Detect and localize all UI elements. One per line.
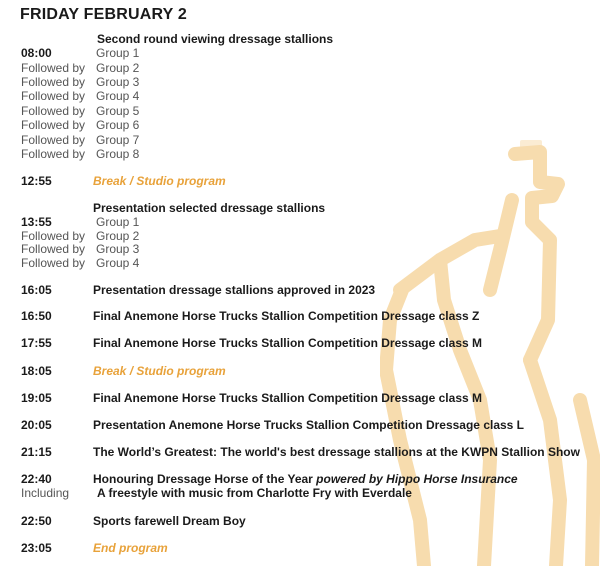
followed-by-label: Followed by: [21, 118, 86, 132]
followed-by-label: Followed by: [21, 61, 86, 75]
group-label: Group 6: [96, 118, 140, 132]
event-label: [93, 472, 518, 486]
break-label: Break / Studio program: [93, 174, 226, 188]
event-heading: Presentation selected dressage stallions: [93, 201, 326, 215]
event-label: The World’s Greatest: The world's best dressage stallions at the KWPN Stallion Show: [93, 445, 580, 459]
event-label: Presentation Anemone Horse Trucks Stallion Competition Dressage class L: [93, 418, 525, 432]
followed-by-label: Followed by: [21, 104, 86, 118]
followed-by-label: Followed by: [21, 229, 86, 243]
group-label: Group 3: [96, 75, 140, 89]
event-time: 16:50: [21, 309, 52, 323]
break-label: Break / Studio program: [93, 364, 226, 378]
sponsor-label: powered by Hippo Horse Insurance: [316, 472, 518, 486]
group-label: Group 1: [96, 215, 140, 229]
event-heading: Second round viewing dressage stallions: [97, 32, 334, 46]
event-label: Final Anemone Horse Trucks Stallion Competition Dressage class Z: [93, 309, 480, 323]
followed-by-label: Followed by: [21, 133, 86, 147]
event-time: 22:40: [21, 472, 52, 486]
group-label: Group 3: [96, 242, 140, 256]
event-label: Final Anemone Horse Trucks Stallion Competition Dressage class M: [93, 336, 482, 350]
group-label: Group 4: [96, 89, 140, 103]
group-label: Group 2: [96, 229, 140, 243]
event-time: 23:05: [21, 541, 52, 555]
event-time: 16:05: [21, 283, 52, 297]
including-label: Including: [21, 486, 70, 500]
event-time: 22:50: [21, 514, 52, 528]
event-time: 19:05: [21, 391, 52, 405]
end-label: End program: [93, 541, 168, 555]
event-time: 17:55: [21, 336, 52, 350]
event-time: 21:15: [21, 445, 52, 459]
followed-by-label: Followed by: [21, 242, 86, 256]
page-title: FRIDAY FEBRUARY 2: [20, 6, 187, 23]
event-time: 20:05: [21, 418, 52, 432]
group-label: Group 4: [96, 256, 140, 270]
honour-label: Honouring Dressage Horse of the Year: [93, 472, 317, 486]
event-label: Presentation dressage stallions approved in 2023: [93, 283, 376, 297]
group-label: Group 1: [96, 46, 140, 60]
group-label: Group 2: [96, 61, 140, 75]
followed-by-label: Followed by: [21, 256, 86, 270]
event-time: 12:55: [21, 174, 52, 188]
group-label: Group 5: [96, 104, 140, 118]
event-time: 08:00: [21, 46, 52, 60]
event-label: A freestyle with music from Charlotte Fry with Everdale: [97, 486, 412, 500]
event-time: 18:05: [21, 364, 52, 378]
followed-by-label: Followed by: [21, 75, 86, 89]
event-label: Sports farewell Dream Boy: [93, 514, 246, 528]
followed-by-label: Followed by: [21, 89, 86, 103]
event-time: 13:55: [21, 215, 52, 229]
group-label: Group 7: [96, 133, 140, 147]
group-label: Group 8: [96, 147, 140, 161]
followed-by-label: Followed by: [21, 147, 86, 161]
event-label: Final Anemone Horse Trucks Stallion Competition Dressage class M: [93, 391, 482, 405]
